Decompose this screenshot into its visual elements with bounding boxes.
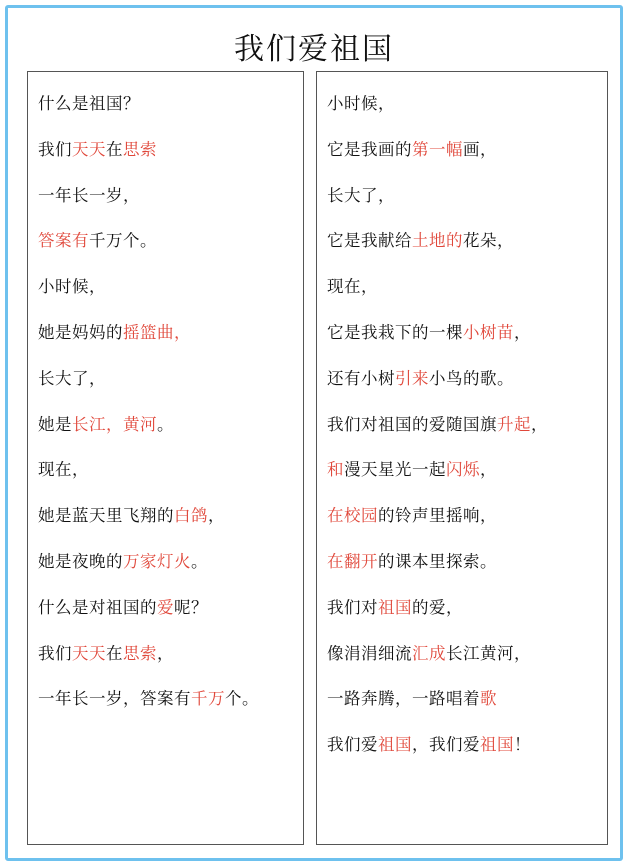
poem-line (38, 594, 208, 618)
poem-line (38, 182, 140, 206)
line-text: 还有小树 (327, 368, 395, 388)
line-text: ， (208, 506, 225, 526)
poem-line (327, 548, 497, 572)
highlighted-text: 天天 (72, 643, 106, 663)
highlighted-text: 升起 (497, 414, 531, 434)
line-text: 长大了， (38, 368, 106, 388)
line-text: 什么是祖国？ (38, 94, 140, 113)
line-text: 现在， (38, 460, 89, 480)
highlighted-text: 思索 (123, 643, 157, 663)
poem-column-left (27, 71, 304, 845)
highlighted-text: 在翻开 (327, 552, 378, 571)
poem-line (327, 456, 497, 480)
line-text: 我们爱 (327, 735, 378, 755)
highlighted-text: 答案有 (38, 231, 89, 251)
line-text: 一年长一岁， (38, 185, 140, 205)
line-text: 在 (106, 139, 123, 159)
line-text: ， (514, 323, 531, 342)
line-text: 小时候， (38, 277, 106, 297)
line-text: 呢？ (174, 597, 208, 617)
line-text: 我们对祖国的爱随国旗 (327, 414, 497, 434)
page-title: 我们爱祖国 (234, 32, 394, 67)
poem-line (327, 594, 463, 618)
poem-line (38, 502, 225, 526)
line-text: 小鸟的歌。 (429, 368, 514, 388)
poem-line (327, 273, 378, 297)
poem-line (327, 136, 497, 160)
highlighted-text: 思索 (123, 139, 157, 159)
line-text: 它是我画的 (327, 139, 412, 159)
highlighted-text: 祖国 (378, 735, 412, 755)
poem-line (327, 90, 395, 114)
highlighted-text: 土地的 (412, 231, 463, 251)
highlighted-text: 闪烁 (446, 460, 480, 480)
line-text: 。 (157, 414, 174, 434)
highlighted-text: 歌 (480, 689, 497, 709)
poem-line (327, 685, 497, 709)
line-text: 它是我栽下的一棵 (327, 323, 463, 342)
line-text: 的铃声里摇响， (378, 506, 497, 526)
poem-line (327, 640, 531, 664)
poem-line (38, 411, 174, 435)
poem-line (327, 182, 395, 206)
line-text: ， (531, 414, 548, 434)
highlighted-text: 白鸽 (174, 506, 208, 526)
line-text: 长大了， (327, 185, 395, 205)
poem-line (38, 319, 191, 343)
line-text: 现在， (327, 277, 378, 297)
poem-line (38, 548, 208, 572)
poem-line (327, 502, 497, 526)
poem-line (38, 365, 106, 389)
line-text: 她是妈妈的 (38, 323, 123, 342)
poem-line (38, 685, 259, 709)
line-text: 千万个。 (89, 231, 157, 251)
line-text: ， (157, 643, 174, 663)
highlighted-text: 千万 (191, 689, 225, 709)
line-text: 在 (106, 643, 123, 663)
highlighted-text: 长江，黄河 (72, 414, 157, 434)
highlighted-text: 祖国 (480, 735, 514, 755)
highlighted-text: 爱 (157, 597, 174, 617)
line-text: 一路奔腾，一路唱着 (327, 689, 480, 709)
highlighted-text: 祖国 (378, 597, 412, 617)
poem-line (327, 319, 531, 343)
line-text: 。 (191, 552, 208, 571)
line-text: 什么是对祖国的 (38, 597, 157, 617)
highlighted-text: 在校园 (327, 506, 378, 526)
line-text: 长江黄河， (446, 643, 531, 663)
line-text: 我们 (38, 139, 72, 159)
line-text: 我们 (38, 643, 72, 663)
line-text: 她是蓝天里飞翔的 (38, 506, 174, 526)
poem-line (38, 90, 140, 114)
line-text: 她是夜晚的 (38, 552, 123, 571)
highlighted-text: 天天 (72, 139, 106, 159)
line-text: 个。 (225, 689, 259, 709)
line-text: 的爱， (412, 597, 463, 617)
line-text: 漫天星光一起 (344, 460, 446, 480)
poem-line (38, 136, 157, 160)
poem-line (327, 411, 548, 435)
poem-line (38, 640, 174, 664)
line-text: ！ (514, 735, 531, 755)
highlighted-text: 引来 (395, 368, 429, 388)
line-text: 我们对 (327, 597, 378, 617)
line-text: 小时候， (327, 94, 395, 113)
poem-column-right (316, 71, 608, 845)
poem-line (327, 731, 531, 755)
line-text: ，我们爱 (412, 735, 480, 755)
highlighted-text: 汇成 (412, 643, 446, 663)
line-text: 像涓涓细流 (327, 643, 412, 663)
line-text: 花朵， (463, 231, 514, 251)
poem-line (38, 456, 89, 480)
highlighted-text: 和 (327, 460, 344, 480)
poem-line (327, 227, 514, 251)
line-text: 一年长一岁，答案有 (38, 689, 191, 709)
line-text: 的课本里探索。 (378, 552, 497, 571)
poem-line (327, 365, 514, 389)
line-text: 它是我献给 (327, 231, 412, 251)
line-text: ， (480, 460, 497, 480)
poem-line (38, 227, 157, 251)
line-text: 她是 (38, 414, 72, 434)
line-text: 画， (463, 139, 497, 159)
highlighted-text: 第一幅 (412, 139, 463, 159)
highlighted-text: 摇篮曲， (123, 323, 191, 342)
highlighted-text: 万家灯火 (123, 552, 191, 571)
highlighted-text: 小树苗 (463, 323, 514, 342)
poem-line (38, 273, 106, 297)
